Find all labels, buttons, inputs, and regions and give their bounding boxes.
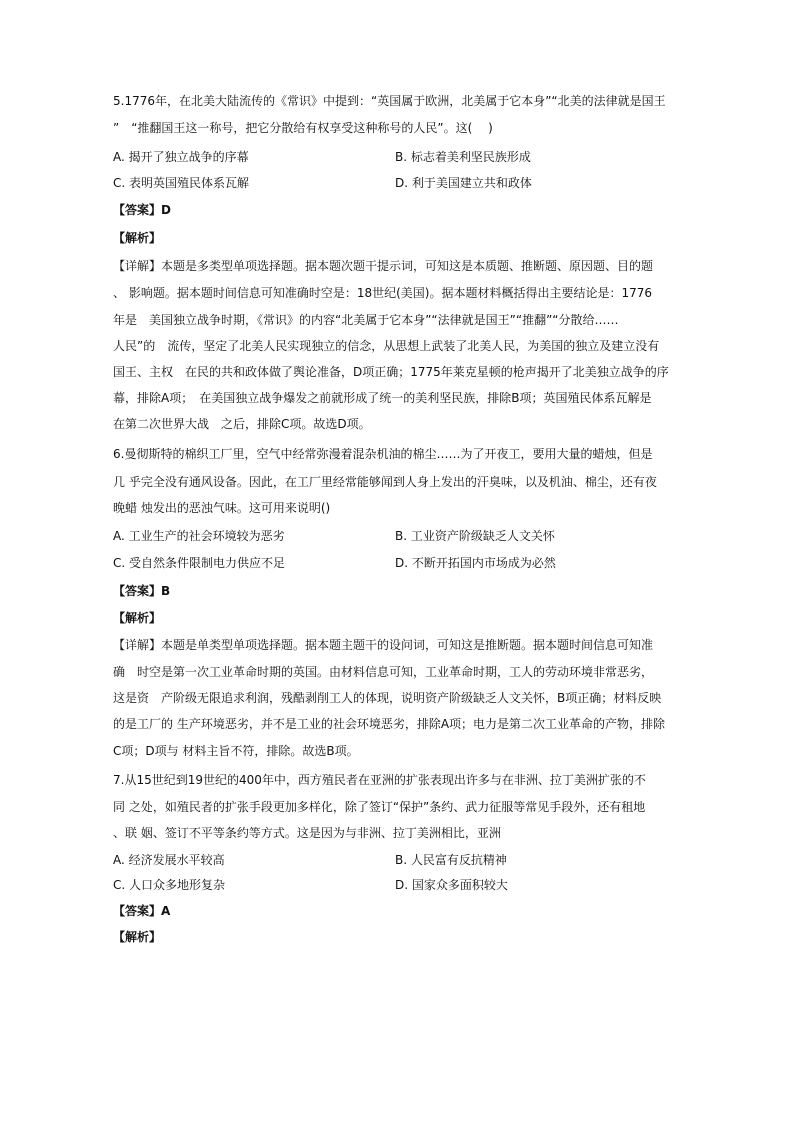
q7-answer: 【答案】A bbox=[113, 904, 171, 918]
q7-stem-line-2: 同 之处，如殖民者的扩张手段更加多样化，除了签订“保护”条约、武力征服等常见手段外，还有租地 bbox=[113, 800, 646, 814]
q5-detail-line-7: 在第二次世界大战 之后，排除C项。故选D项。 bbox=[113, 417, 371, 431]
q7-analysis-heading: 【解析】 bbox=[113, 930, 162, 944]
q7-stem-line-1: 7.从15世纪到19世纪的400年中，西方殖民者在亚洲的扩张表现出许多与在非洲、拉丁美洲扩张的不 bbox=[113, 773, 646, 787]
q6-option-d: D. 不断开拓国内市场成为必然 bbox=[395, 556, 556, 570]
q6-detail-line-2: 确 时空是第一次工业革命时期的英国。由材料信息可知，工业革命时期，工人的劳动环境非常恶劣， bbox=[113, 665, 654, 679]
q6-option-a: A. 工业生产的社会环境较为恶劣 bbox=[113, 529, 285, 543]
q5-option-a: A. 揭开了独立战争的序幕 bbox=[113, 150, 249, 164]
q6-stem-line-2: 几 乎完全没有通风设备。因此，在工厂里经常能够闻到人身上发出的汗臭味，以及机油、棉尘，还有夜 bbox=[113, 475, 657, 489]
q6-stem-line-1: 6.曼彻斯特的棉织工厂里，空气中经常弥漫着混杂机油的棉尘……为了开夜工，要用大量的蜡烛，但是 bbox=[113, 447, 653, 461]
q5-detail-line-1: 【详解】本题是多类型单项选择题。据本题次题干提示词，可知这是本质题、推断题、原因题、目的题 bbox=[113, 259, 654, 273]
q5-option-b: B. 标志着美利坚民族形成 bbox=[395, 150, 531, 164]
q6-option-c: C. 受自然条件限制电力供应不足 bbox=[113, 556, 286, 570]
q6-analysis-heading: 【解析】 bbox=[113, 611, 162, 625]
q7-option-b: B. 人民富有反抗精神 bbox=[395, 853, 507, 867]
q5-detail-line-3: 年是 美国独立战争时期，《常识》的内容“北美属于它本身”“法律就是国王”“推翻”“分散给…… bbox=[113, 313, 619, 327]
q5-detail-line-4: 人民”的 流传，坚定了北美人民实现独立的信念，从思想上武装了北美人民，为美国的独立及建立没有 bbox=[113, 339, 660, 353]
q7-stem-line-3: 、联 姻、签订不平等条约等方式。这是因为与非洲、拉丁美洲相比，亚洲 bbox=[113, 826, 501, 840]
q6-detail-line-1: 【详解】本题是单类型单项选择题。据本题主题干的设问词，可知这是推断题。据本题时间信息可知准 bbox=[113, 638, 654, 652]
q5-stem-line-2: ” “推翻国王这一称号，把它分散给有权享受这种称号的人民”。这( ) bbox=[113, 121, 493, 135]
q5-detail-line-2: 、 影响题。据本题时间信息可知准确时空是：18世纪(美国)。据本题材料概括得出主要结论是：1776 bbox=[113, 286, 652, 300]
q5-option-c: C. 表明英国殖民体系瓦解 bbox=[113, 176, 250, 190]
q7-option-a: A. 经济发展水平较高 bbox=[113, 853, 225, 867]
q7-option-c: C. 人口众多地形复杂 bbox=[113, 878, 226, 892]
q5-answer: 【答案】D bbox=[113, 203, 171, 217]
q5-analysis-heading: 【解析】 bbox=[113, 231, 162, 245]
q6-option-b: B. 工业资产阶级缺乏人文关怀 bbox=[395, 529, 555, 543]
q6-detail-line-5: C项；D项与 材料主旨不符，排除。故选B项。 bbox=[113, 744, 359, 758]
q6-detail-line-4: 的是工厂的 生产环境恶劣，并不是工业的社会环境恶劣，排除A项；电力是第二次工业革命的产物，排除 bbox=[113, 717, 666, 731]
q5-stem-line-1: 5.1776年，在北美大陆流传的《常识》中提到：“英国属于欧洲，北美属于它本身”“北美的法律就是国王 bbox=[113, 94, 666, 108]
q5-detail-line-6: 幕，排除A项； 在美国独立战争爆发之前就形成了统一的美利坚民族，排除B项；英国殖民体系瓦解是 bbox=[113, 391, 652, 405]
q5-detail-line-5: 国王、主权 在民的共和政体做了舆论准备，D项正确；1775年莱克星顿的枪声揭开了北美独立战争的序 bbox=[113, 365, 669, 379]
q7-option-d: D. 国家众多面积较大 bbox=[395, 878, 508, 892]
q6-detail-line-3: 这是资 产阶级无限追求利润，残酷剥削工人的体现，说明资产阶级缺乏人文关怀，B项正确；材料反映 bbox=[113, 691, 662, 705]
q6-answer: 【答案】B bbox=[113, 584, 171, 598]
q6-stem-line-3: 晚蜡 烛发出的恶浊气味。这可用来说明() bbox=[113, 501, 331, 515]
q5-option-d: D. 利于美国建立共和政体 bbox=[395, 176, 532, 190]
